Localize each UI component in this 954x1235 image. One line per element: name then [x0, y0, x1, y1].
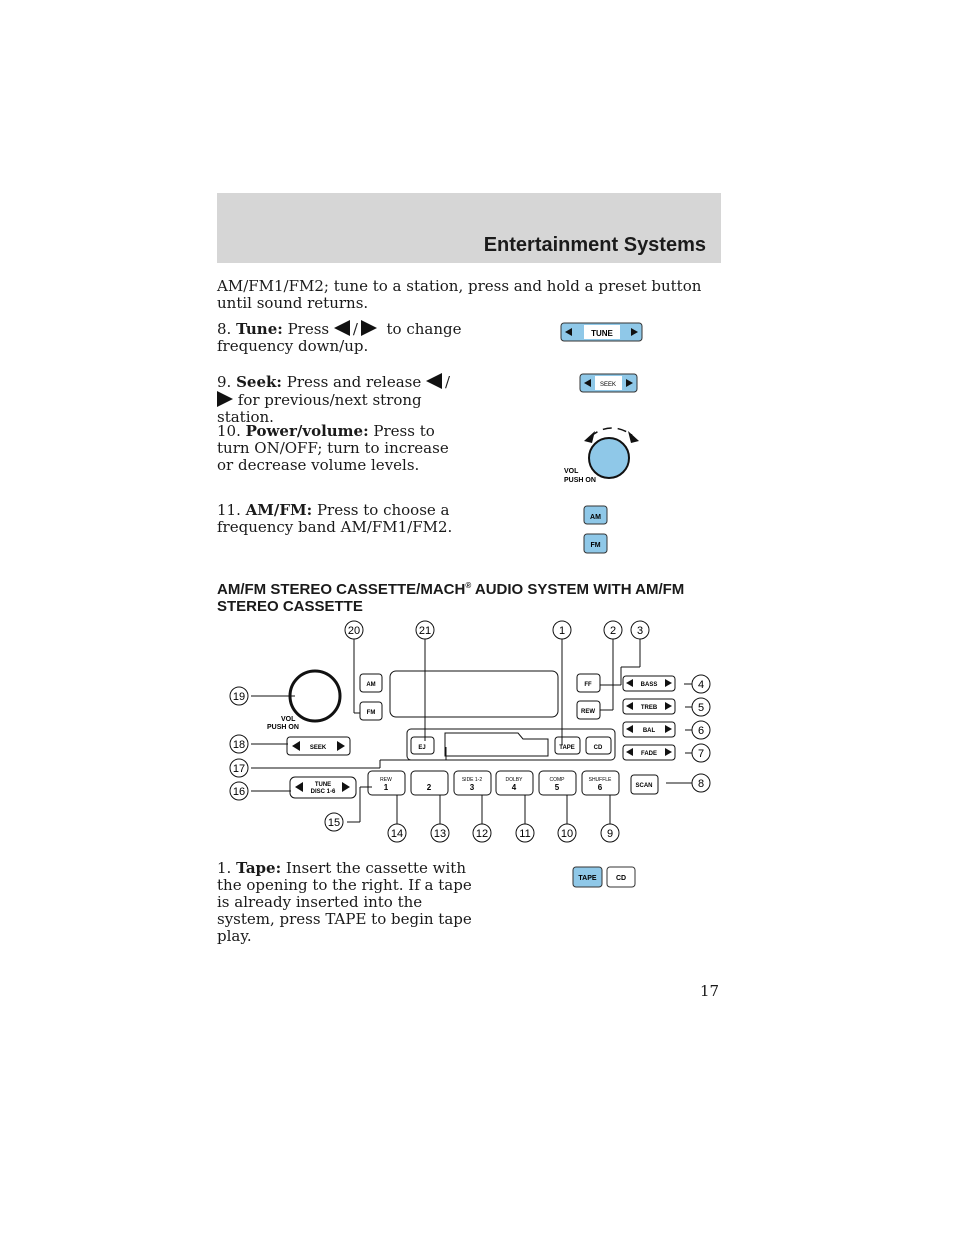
svg-text:DISC 1-6: DISC 1-6 [310, 789, 336, 795]
svg-text:BASS: BASS [640, 682, 658, 688]
page-number: 17 [700, 982, 720, 1000]
svg-text:6: 6 [697, 725, 705, 737]
section-heading: AM/FM STEREO CASSETTE/MACH® AUDIO SYSTEM WITH AM/FM STEREO CASSETTE [217, 581, 685, 615]
svg-text:7: 7 [697, 748, 705, 760]
svg-text:16: 16 [232, 786, 246, 798]
svg-text:TAPE: TAPE [559, 745, 575, 751]
svg-text:11: 11 [519, 828, 531, 840]
item-tape: 1. Tape: Insert the cassette with the opening to the right. If a tape is already inserted into the system, press TAPE to begin tape play. [217, 859, 472, 945]
svg-text:AM: AM [366, 682, 376, 688]
svg-text:CD: CD [593, 745, 603, 751]
item-am-fm: 11. AM/FM: Press to choose a frequency band AM/FM1/FM2. [217, 501, 453, 536]
right-arrow-icon [217, 391, 233, 407]
svg-text:FADE: FADE [640, 751, 658, 757]
fm-button-icon [584, 534, 607, 553]
preset-buttons [368, 771, 619, 795]
svg-text:20: 20 [347, 625, 361, 637]
svg-text:PUSH ON: PUSH ON [267, 724, 299, 731]
svg-text:FM: FM [590, 542, 601, 549]
svg-text:12: 12 [475, 828, 489, 840]
svg-text:REW: REW [380, 777, 392, 783]
tape-cd-icon [570, 864, 640, 890]
audio-buttons [623, 676, 675, 760]
svg-text:PUSH ON: PUSH ON [564, 477, 596, 484]
svg-text:5: 5 [554, 783, 560, 792]
svg-text:4: 4 [697, 679, 705, 691]
svg-text:14: 14 [390, 828, 404, 840]
svg-text:VOL: VOL [564, 468, 579, 475]
svg-text:1: 1 [383, 783, 389, 792]
svg-text:10: 10 [560, 828, 574, 840]
intro-paragraph: AM/FM1/FM2; tune to a station, press and hold a preset button until sound returns. [217, 277, 702, 312]
svg-text:TREB: TREB [640, 705, 658, 711]
svg-text:17: 17 [232, 763, 246, 775]
svg-text:TUNE: TUNE [591, 329, 613, 338]
svg-text:3: 3 [636, 625, 644, 637]
control-icons [540, 315, 660, 560]
svg-text:CD: CD [615, 875, 627, 882]
right-arrow-icon [361, 320, 377, 336]
svg-text:VOL: VOL [281, 716, 296, 723]
svg-text:DOLBY: DOLBY [505, 777, 523, 783]
svg-text:3: 3 [469, 783, 475, 792]
svg-text:9: 9 [606, 828, 614, 840]
svg-text:TUNE: TUNE [314, 782, 332, 788]
seek-button-icon [580, 374, 637, 392]
volume-knob-icon [564, 428, 639, 484]
svg-text:SHUFFLE: SHUFFLE [588, 777, 612, 783]
svg-text:TAPE: TAPE [578, 875, 597, 882]
svg-text:SEEK: SEEK [599, 382, 617, 388]
svg-text:15: 15 [327, 817, 341, 829]
svg-text:5: 5 [697, 702, 705, 714]
callouts [230, 621, 710, 842]
left-arrow-icon [334, 320, 350, 336]
svg-text:1: 1 [558, 625, 566, 637]
svg-text:2: 2 [426, 783, 432, 792]
left-arrow-icon [426, 373, 442, 389]
page-title: Entertainment Systems [483, 234, 706, 256]
svg-text:4: 4 [511, 783, 517, 792]
item-tune: 8. Tune: Press / to change frequency down/up. [217, 320, 462, 355]
svg-text:2: 2 [609, 625, 617, 637]
tune-button-icon [561, 323, 642, 341]
svg-text:19: 19 [232, 691, 246, 703]
svg-text:REW: REW [581, 709, 595, 715]
radio-diagram [220, 615, 720, 850]
section-header [217, 193, 721, 263]
item-power-volume: 10. Power/volume: Press to turn ON/OFF; turn to increase or decrease volume levels. [217, 422, 449, 474]
svg-text:FM: FM [366, 710, 376, 716]
svg-text:SCAN: SCAN [635, 783, 653, 789]
svg-text:FF: FF [584, 682, 592, 688]
svg-text:AM: AM [590, 514, 601, 521]
svg-text:SIDE 1-2: SIDE 1-2 [461, 777, 483, 783]
svg-text:8: 8 [697, 778, 705, 790]
svg-text:13: 13 [433, 828, 447, 840]
svg-text:EJ: EJ [418, 745, 426, 751]
svg-text:COMP: COMP [549, 777, 565, 783]
svg-text:BAL: BAL [642, 728, 656, 734]
svg-text:21: 21 [418, 625, 432, 637]
item-seek: 9. Seek: Press and release / for previous/next strong station. [217, 373, 451, 426]
svg-text:SEEK: SEEK [309, 745, 327, 751]
am-button-icon [584, 506, 607, 524]
svg-text:6: 6 [597, 783, 603, 792]
svg-text:18: 18 [232, 739, 246, 751]
